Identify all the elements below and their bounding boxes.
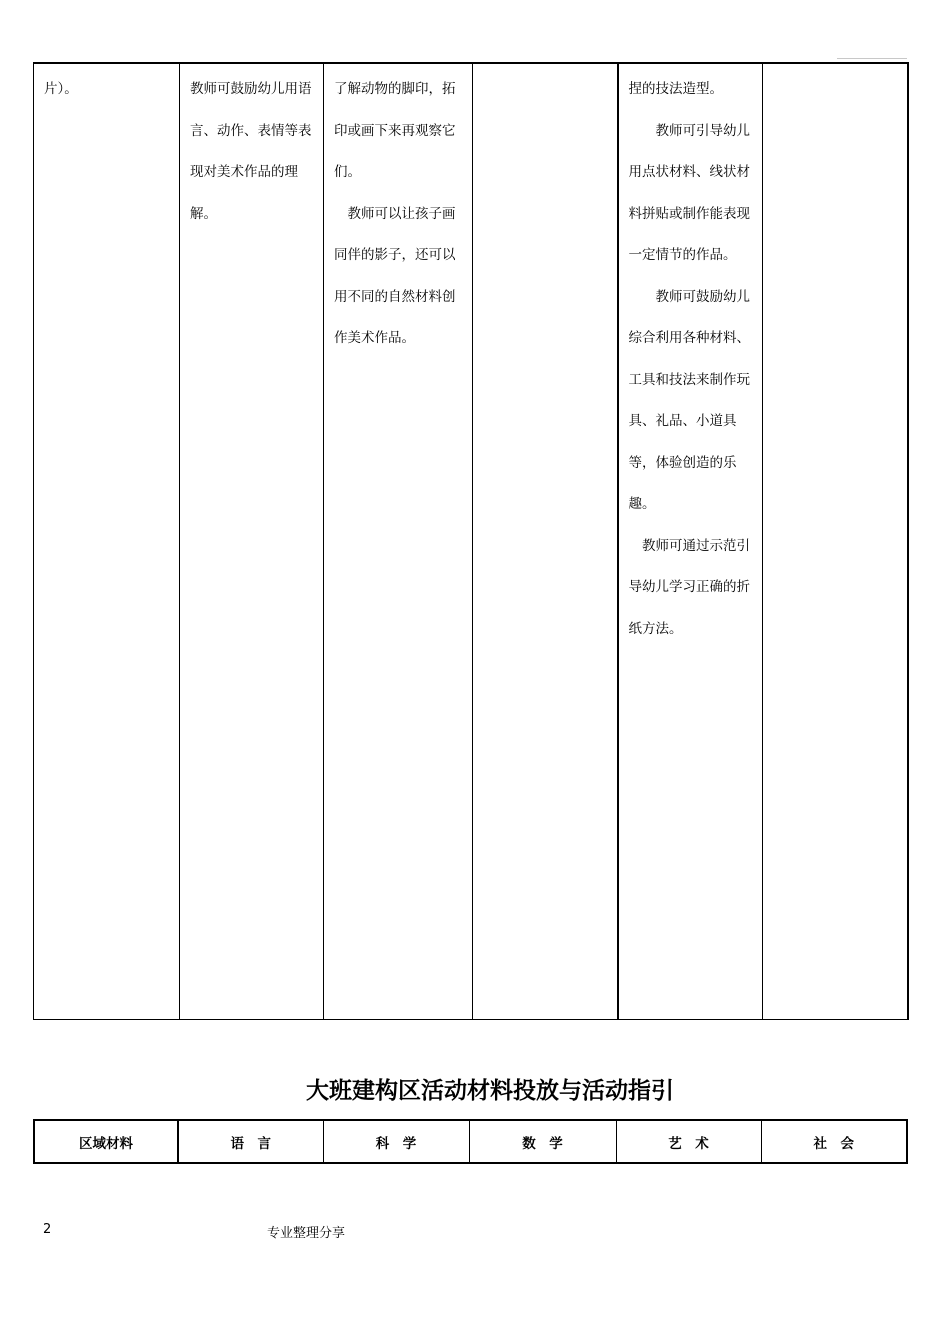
- activity-table-continued: [33, 62, 909, 1020]
- table-cell-col1: [34, 63, 180, 1020]
- footer-text: 专业整理分享: [267, 1226, 346, 1241]
- cell-paragraph: 教师可以让孩子画同伴的影子，还可以用不同的自然材料创作美术作品。: [334, 205, 456, 346]
- cell-paragraph: 了解动物的脚印，拓印或画下来再观察它们。: [334, 81, 456, 180]
- construction-area-table-header: [33, 1119, 908, 1164]
- table-cell-col5: [618, 63, 763, 1020]
- table-cell-col3: [324, 63, 473, 1020]
- table-cell-col6: [763, 63, 908, 1020]
- cell-paragraph: 捏的技法造型。: [628, 81, 723, 97]
- page-number: 2: [43, 1222, 52, 1237]
- header-cell-language: 语 言: [178, 1120, 323, 1163]
- section-title: 大班建构区活动材料投放与活动指引: [306, 1078, 674, 1104]
- header-cell-science: 科 学: [323, 1120, 469, 1163]
- corner-mark: [837, 58, 907, 59]
- table-cell-col4: [473, 63, 618, 1020]
- header-cell-materials: 区域材料: [34, 1120, 178, 1163]
- cell-paragraph: 教师可鼓励幼儿用语言、动作、表情等表现对美术作品的理解。: [190, 81, 312, 222]
- header-cell-society: 社 会: [761, 1120, 907, 1163]
- cell-paragraph: 教师可通过示范引导幼儿学习正确的折纸方法。: [628, 537, 750, 637]
- cell-paragraph: 教师可鼓励幼儿综合利用各种材料、工具和技法来制作玩具、礼品、小道具等，体验创造的乐趣。: [628, 288, 750, 512]
- table-cell-col2: [180, 63, 324, 1020]
- header-cell-art: 艺 术: [616, 1120, 761, 1163]
- cell-paragraph: 片）。: [44, 81, 78, 97]
- cell-paragraph: 教师可引导幼儿用点状材料、线状材料拼贴或制作能表现一定情节的作品。: [628, 122, 750, 263]
- header-cell-math: 数 学: [469, 1120, 616, 1163]
